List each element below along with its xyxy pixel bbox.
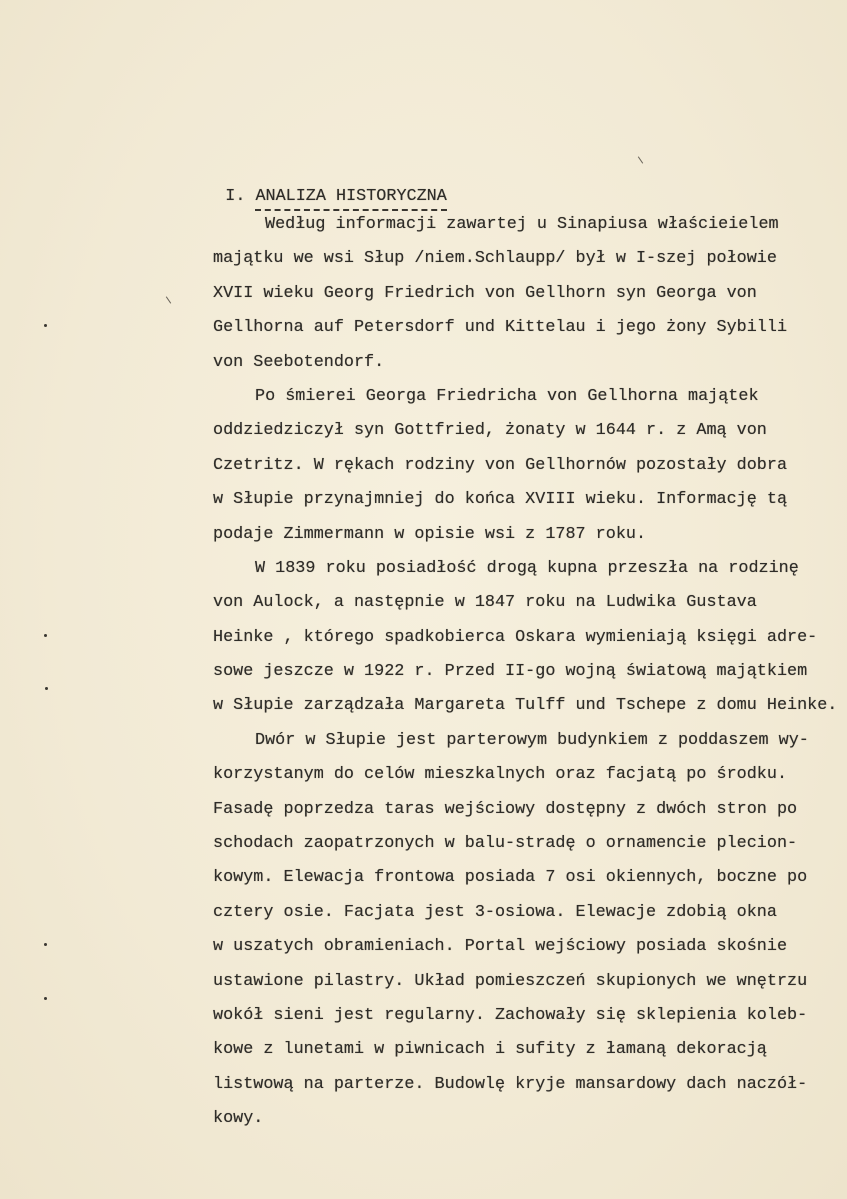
paragraph-ownership-origin <box>213 208 837 380</box>
text-line: majątku we wsi Słup /niem.Schlaupp/ był w I-szej połowie <box>213 249 777 269</box>
text-line: XVII wieku Georg Friedrich von Gellhorn syn Georga von <box>213 283 757 303</box>
text-line: korzystanym do celów mieszkalnych oraz facjatą po środku. <box>213 765 788 785</box>
document-body <box>213 208 837 1137</box>
text-line: von Aulock, a następnie w 1847 roku na Ludwika Gustava <box>213 593 757 613</box>
text-line: Heinke , którego spadkobierca Oskara wymieniają księgi adre- <box>213 627 818 647</box>
margin-mark <box>638 156 643 163</box>
paragraph-later-owners <box>213 552 837 724</box>
section-number: I. <box>225 187 246 206</box>
text-line: w Słupie przynajmniej do końca XVIII wieku. Informację tą <box>213 490 788 510</box>
margin-mark <box>44 943 47 946</box>
text-line: kowe z lunetami w piwnicach i sufity z łamaną dekoracją <box>213 1040 767 1060</box>
text-line: kowy. <box>213 1109 264 1129</box>
margin-mark <box>44 324 47 327</box>
text-line: w Słupie zarządzała Margareta Tulff und Tschepe z domu Heinke. <box>213 696 838 716</box>
text-line: Dwór w Słupie jest parterowym budynkiem z poddaszem wy- <box>255 730 809 750</box>
text-line: von Seebotendorf. <box>213 352 385 372</box>
paragraph-building-description <box>213 724 837 1137</box>
section-title: ANALIZA HISTORYCZNA <box>255 187 446 211</box>
text-line: ustawione pilastry. Układ pomieszczeń skupionych we wnętrzu <box>213 971 808 991</box>
text-line: W 1839 roku posiadłość drogą kupna przeszła na rodzinę <box>255 558 799 578</box>
text-line: listwową na parterze. Budowlę kryje mansardowy dach naczół- <box>213 1074 808 1094</box>
text-line: Gellhorna auf Petersdorf und Kittelau i jego żony Sybilli <box>213 318 788 338</box>
paragraph-inheritance <box>213 380 837 552</box>
text-line: cztery osie. Facjata jest 3-osiowa. Elewacje zdobią okna <box>213 902 777 922</box>
text-line: kowym. Elewacja frontowa posiada 7 osi okiennych, boczne po <box>213 868 808 888</box>
margin-mark <box>166 296 171 303</box>
text-line: oddziedziczył syn Gottfried, żonaty w 1644 r. z Amą von <box>213 421 767 441</box>
text-line: wokół sieni jest regularny. Zachowały się sklepienia koleb- <box>213 1005 808 1025</box>
text-line: podaje Zimmermann w opisie wsi z 1787 roku. <box>213 524 647 544</box>
text-line: Po śmierei Georga Friedricha von Gellhorna majątek <box>255 386 759 406</box>
margin-mark <box>44 634 47 637</box>
text-line: Fasadę poprzedza taras wejściowy dostępny z dwóch stron po <box>213 799 798 819</box>
text-line: w uszatych obramieniach. Portal wejściowy posiada skośnie <box>213 937 788 957</box>
margin-mark <box>45 687 48 690</box>
text-line: Według informacji zawartej u Sinapiusa właścieielem <box>265 215 779 234</box>
text-line: Czetritz. W rękach rodziny von Gellhornów pozostały dobra <box>213 455 788 475</box>
text-line: sowe jeszcze w 1922 r. Przed II-go wojną światową majątkiem <box>213 662 808 682</box>
text-line: schodach zaopatrzonych w balu-stradę o ornamencie plecion- <box>213 834 798 854</box>
margin-mark <box>44 997 47 1000</box>
